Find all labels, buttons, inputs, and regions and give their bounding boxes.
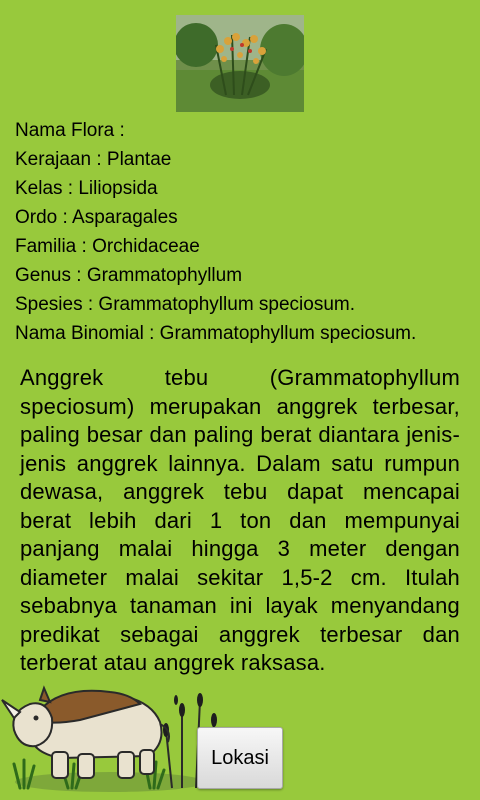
kelas-label: Kelas : Liliopsida bbox=[15, 178, 158, 199]
ordo-label: Ordo : Asparagales bbox=[15, 207, 178, 228]
lokasi-button[interactable]: Lokasi bbox=[197, 727, 283, 789]
genus-label: Genus : Grammatophyllum bbox=[15, 265, 243, 286]
kerajaan-label: Kerajaan : Plantae bbox=[15, 149, 172, 170]
flora-description: Anggrek tebu (Grammatophyllum speciosum) merupakan anggrek terbesar, paling besar dan paling berat diantara jenis-jenis anggrek lainnya. Dalam satu rumpun dewasa, anggrek tebu dapat mencapai berat lebih dari 1 ton dan mempunyai panjang malai hingga 3 meter dengan diameter malai sekitar 1,5-2 cm. Itulah sebabnya tanaman ini layak menyandang predikat sebagai anggrek terbesar dan terberat atau anggrek raksasa. bbox=[20, 365, 460, 675]
nama-flora-label: Nama Flora : bbox=[15, 120, 125, 141]
familia-label: Familia : Orchidaceae bbox=[15, 236, 200, 257]
spesies-label: Spesies : Grammatophyllum speciosum. bbox=[15, 294, 356, 315]
flora-info bbox=[15, 116, 475, 348]
orchid-photo bbox=[176, 15, 304, 112]
nama-binomial-label: Nama Binomial : Grammatophyllum speciosum. bbox=[15, 323, 417, 344]
